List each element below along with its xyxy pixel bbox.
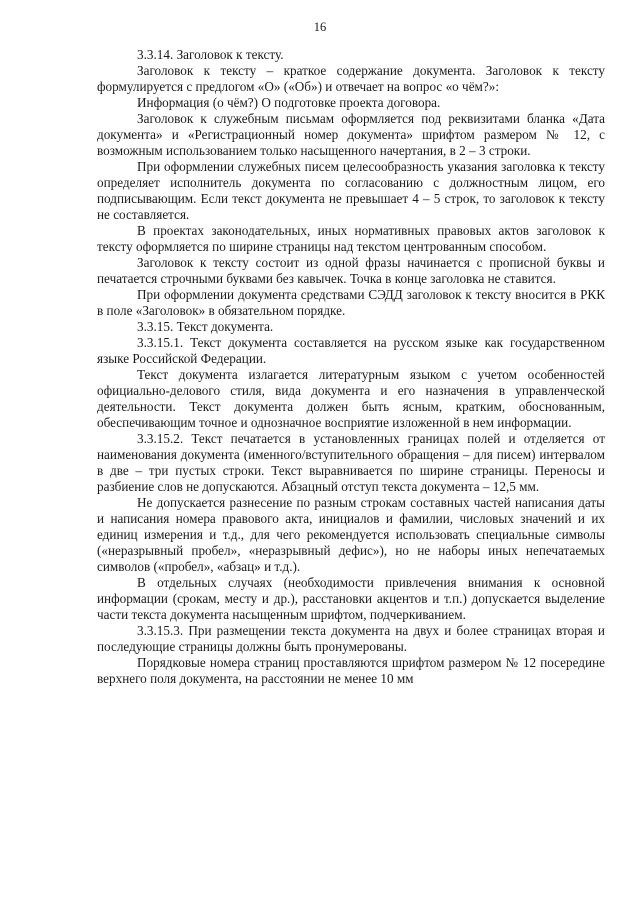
paragraph: 3.3.15.1. Текст документа составляется на русском языке как государственном языке Российской Федерации.: [97, 335, 605, 366]
paragraph: Заголовок к тексту – краткое содержание документа. Заголовок к тексту формулируется с предлогом «О» («Об») и отвечает на вопрос «о чём?»:: [97, 63, 605, 94]
section-heading-3-3-14: 3.3.14. Заголовок к тексту.: [137, 47, 284, 62]
paragraph: Текст документа излагается литературным языком с учетом особенностей официально-делового стиля, вида документа и его назначения в управленческой деятельности. Текст документа должен быть ясным, кратким, обоснованным, обеспечивающим точное и однозначное восприятие изложенной в нем информации.: [97, 367, 605, 430]
paragraph: Не допускается разнесение по разным строкам составных частей написания даты и написания номера правового акта, инициалов и фамилии, числовых значений и их единиц измерения и т.д., для чего рекомендуется использовать специальные символы («неразрывный пробел», «неразрывный дефис»), но не наборы иных непечатаемых символов («пробел», «абзац» и т.д.).: [97, 495, 605, 574]
paragraph: 3.3.15.3. При размещении текста документа на двух и более страницах вторая и последующие страницы должны быть пронумерованы.: [97, 623, 605, 654]
paragraph: 3.3.15.2. Текст печатается в установленных границах полей и отделяется от наименования документа (именного/вступительного обращения – для писем) интервалом в две – три пустых строки. Текст выравнивается по ширине страницы. Переносы и разбиение слов не допускаются. Абзацный отступ текста документа – 12,5 мм.: [97, 431, 605, 494]
page-number: 16: [313, 20, 327, 34]
paragraph: Заголовок к служебным письмам оформляется под реквизитами бланка «Дата документа» и «Регистрационный номер документа» шрифтом размером № 12, с возможным использованием только насыщенного начертания, в 2 – 3 строки.: [97, 111, 605, 158]
paragraph: В проектах законодательных, иных нормативных правовых актов заголовок к тексту оформляется по ширине страницы над текстом центрованным способом.: [97, 223, 605, 254]
paragraph: При оформлении документа средствами СЭДД заголовок к тексту вносится в РКК в поле «Заголовок» в обязательном порядке.: [97, 287, 605, 318]
paragraph: Заголовок к тексту состоит из одной фразы начинается с прописной буквы и печатается строчными буквами без кавычек. Точка в конце заголовка не ставится.: [97, 255, 605, 286]
paragraph: Порядковые номера страниц проставляются шрифтом размером № 12 посередине верхнего поля документа, на расстоянии не менее 10 мм: [97, 655, 605, 686]
document-body: [97, 47, 605, 687]
section-heading-3-3-15: 3.3.15. Текст документа.: [137, 319, 274, 334]
paragraph: При оформлении служебных писем целесообразность указания заголовка к тексту определяет исполнитель документа по согласованию с должностным лицом, его подписывающим. Если текст документа не превышает 4 – 5 строк, то заголовок к тексту не составляется.: [97, 159, 605, 222]
paragraph: В отдельных случаях (необходимости привлечения внимания к основной информации (срокам, месту и др.), расстановки акцентов и т.п.) допускается выделение части текста документа насыщенным шрифтом, подчеркиванием.: [97, 575, 605, 622]
paragraph: Информация (о чём?) О подготовке проекта договора.: [137, 95, 441, 110]
